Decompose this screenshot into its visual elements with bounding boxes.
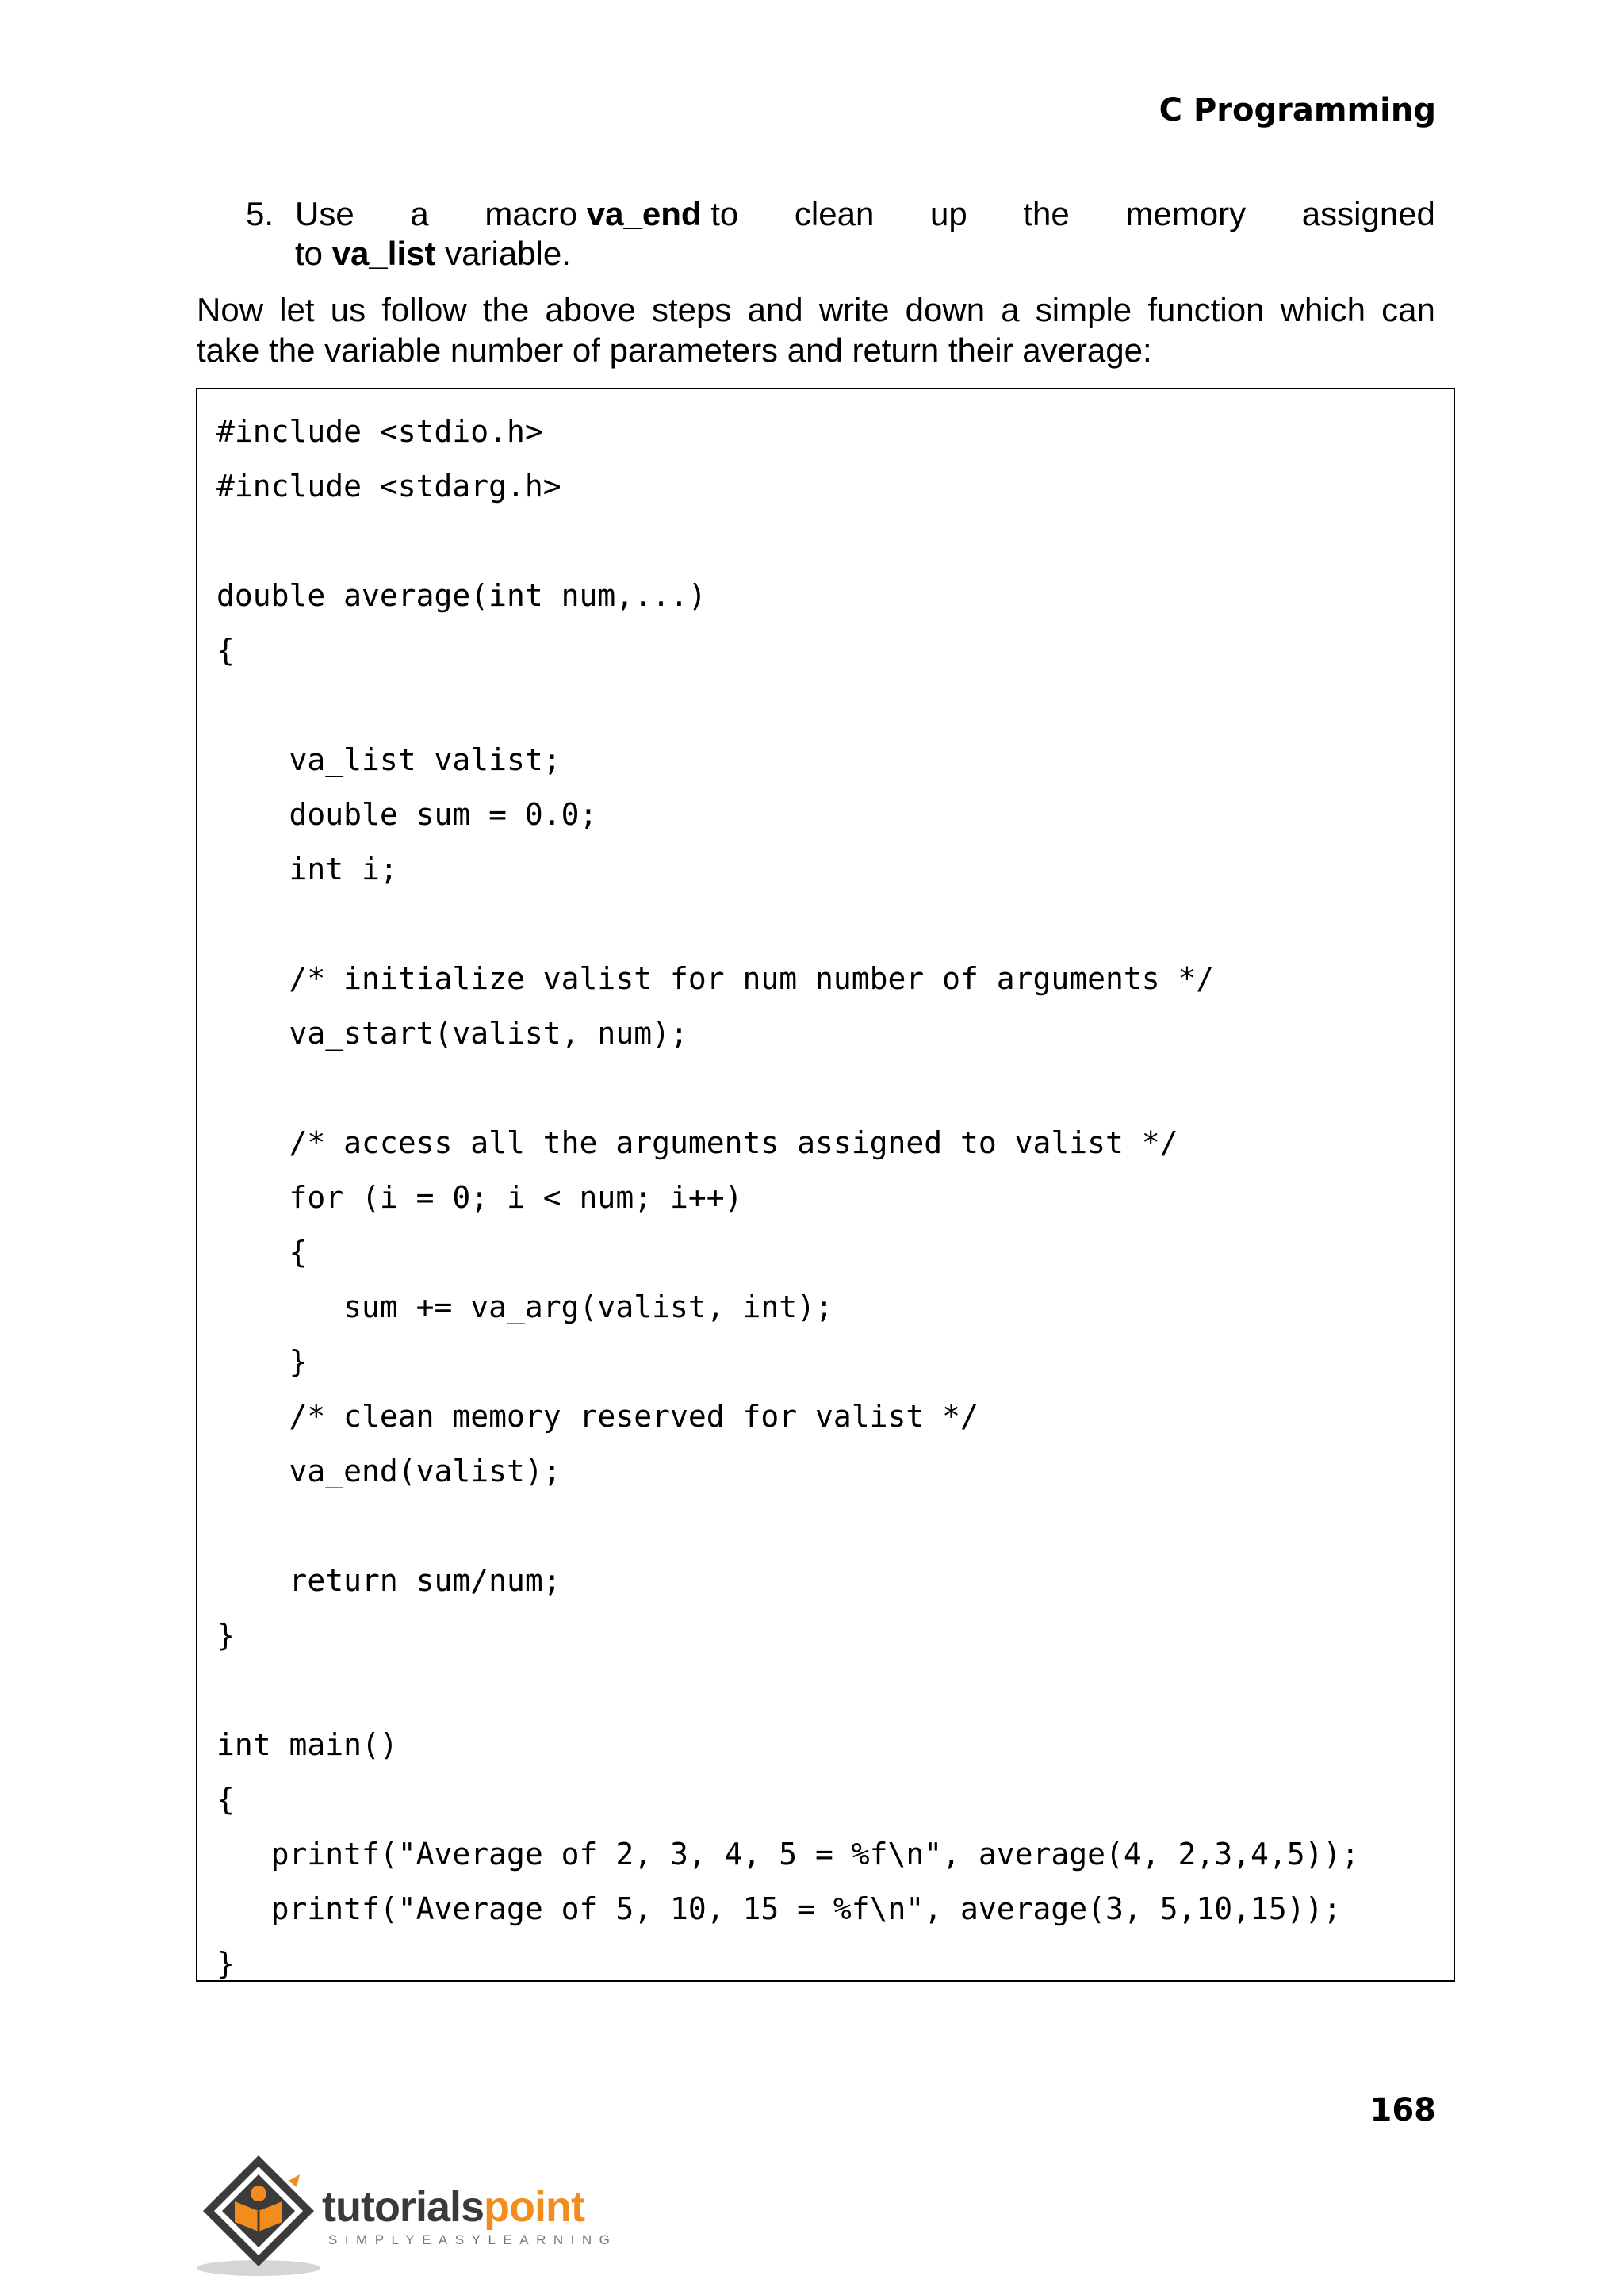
code-line: sum += va_arg(valist, int); bbox=[216, 1289, 833, 1324]
code-line bbox=[216, 1663, 1359, 1718]
code-line bbox=[216, 897, 1359, 952]
intro-line-1 bbox=[197, 289, 1435, 330]
intro-word: write bbox=[818, 291, 890, 328]
code-line: { bbox=[216, 1235, 308, 1270]
page-number: 168 bbox=[1369, 2092, 1436, 2128]
code-line: va_end(valist); bbox=[216, 1454, 561, 1488]
intro-paragraph bbox=[197, 289, 1435, 370]
logo-wordmark bbox=[322, 2182, 584, 2232]
intro-word: simple bbox=[1035, 291, 1132, 328]
step-word: up bbox=[929, 195, 967, 232]
code-line: int main() bbox=[216, 1727, 398, 1762]
intro-word: us bbox=[330, 291, 366, 328]
logo-wordmark-point: point bbox=[484, 2183, 584, 2231]
code-line: va_start(valist, num); bbox=[216, 1016, 688, 1051]
code-line bbox=[216, 678, 1359, 733]
intro-word: follow bbox=[381, 291, 467, 328]
step-word: macro bbox=[485, 195, 578, 232]
code-line: int i; bbox=[216, 852, 398, 887]
code-line: for (i = 0; i < num; i++) bbox=[216, 1180, 743, 1215]
step-line-2 bbox=[295, 234, 571, 274]
intro-word: function bbox=[1147, 291, 1265, 328]
intro-word: which bbox=[1280, 291, 1365, 328]
code-term-va-list: va_list bbox=[331, 235, 436, 272]
code-line: printf("Average of 2, 3, 4, 5 = %f\n", average(4, 2,3,4,5)); bbox=[216, 1837, 1360, 1872]
code-line: #include <stdarg.h> bbox=[216, 469, 561, 504]
step-text: to bbox=[295, 235, 332, 272]
step-word: clean bbox=[794, 195, 875, 232]
step-word: to bbox=[710, 195, 739, 232]
list-number: 5. bbox=[246, 195, 274, 232]
intro-word: Now bbox=[197, 291, 264, 328]
intro-word: and bbox=[747, 291, 803, 328]
code-line bbox=[216, 514, 1359, 569]
code-line: double average(int num,...) bbox=[216, 578, 707, 613]
step-word-group bbox=[485, 194, 738, 234]
code-line bbox=[216, 1061, 1359, 1116]
code-term-va-end: va_end bbox=[586, 195, 702, 232]
logo-wordmark-tutorials: tutorials bbox=[322, 2183, 485, 2231]
code-line: { bbox=[216, 1782, 235, 1817]
code-line: { bbox=[216, 633, 235, 668]
code-line: return sum/num; bbox=[216, 1563, 561, 1598]
step-word: the bbox=[1023, 195, 1070, 232]
code-line: #include <stdio.h> bbox=[216, 414, 543, 449]
tutorialspoint-logo-icon bbox=[195, 2149, 330, 2284]
code-line: /* initialize valist for num number of arguments */ bbox=[216, 961, 1215, 996]
intro-word: down bbox=[905, 291, 986, 328]
step-line-1 bbox=[295, 194, 1435, 234]
step-word: Use bbox=[295, 195, 354, 232]
code-line: double sum = 0.0; bbox=[216, 797, 598, 832]
code-line: } bbox=[216, 1344, 308, 1379]
intro-word: steps bbox=[652, 291, 732, 328]
intro-word: a bbox=[1001, 291, 1020, 328]
step-word: memory bbox=[1125, 195, 1247, 232]
intro-word: can bbox=[1381, 291, 1435, 328]
intro-word: the bbox=[482, 291, 530, 328]
code-block bbox=[216, 404, 1359, 1991]
intro-word: above bbox=[545, 291, 636, 328]
running-header: C Programming bbox=[1159, 92, 1436, 128]
step-word: assigned bbox=[1301, 195, 1435, 232]
code-line: /* access all the arguments assigned to valist */ bbox=[216, 1125, 1178, 1160]
code-line bbox=[216, 1499, 1359, 1554]
step-text: variable. bbox=[435, 235, 571, 272]
logo-tagline: SIMPLYEASYLEARNING bbox=[328, 2232, 618, 2247]
tutorialspoint-logo bbox=[195, 2149, 639, 2284]
intro-word: let bbox=[279, 291, 315, 328]
code-line: } bbox=[216, 1618, 235, 1653]
code-line: } bbox=[216, 1946, 235, 1981]
code-line: va_list valist; bbox=[216, 742, 561, 777]
intro-line-2: take the variable number of parameters and return their average: bbox=[197, 331, 1152, 369]
code-line: printf("Average of 5, 10, 15 = %f\n", average(3, 5,10,15)); bbox=[216, 1891, 1342, 1926]
step-word: a bbox=[410, 195, 429, 232]
code-line: /* clean memory reserved for valist */ bbox=[216, 1399, 979, 1434]
